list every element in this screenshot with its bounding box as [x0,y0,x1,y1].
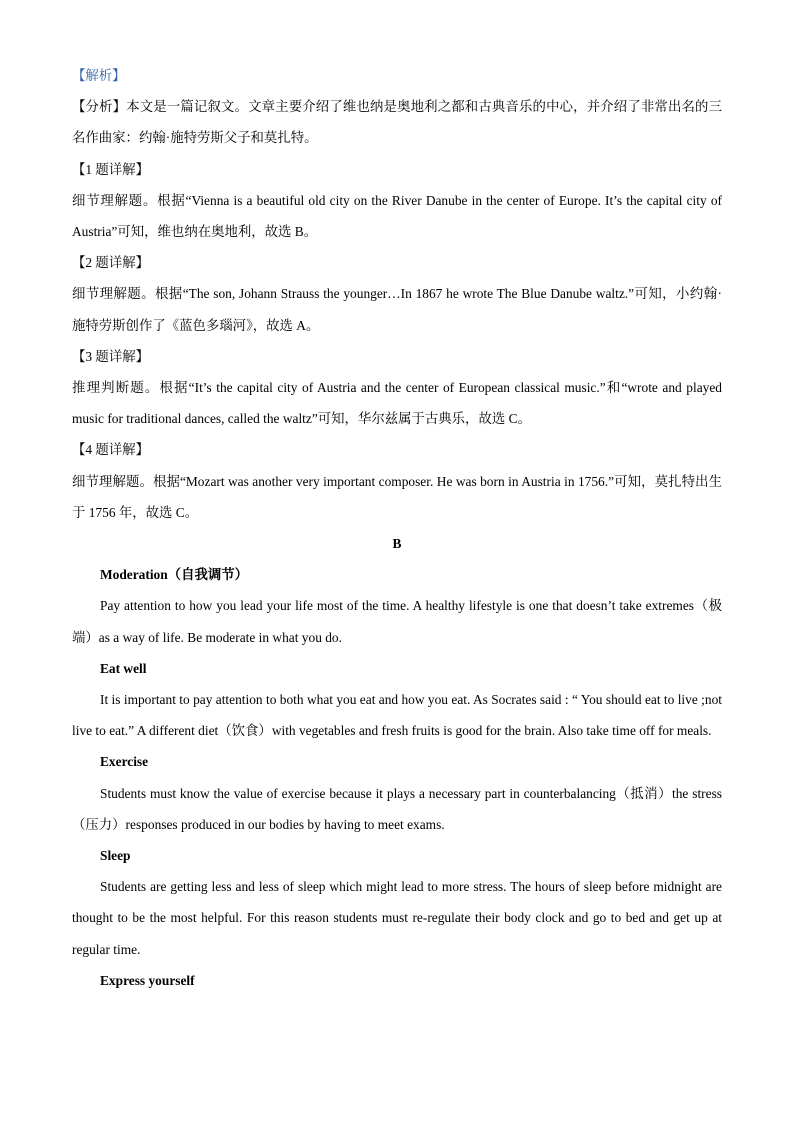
eat-well-heading: Eat well [100,660,147,676]
q4-explanation: 细节理解题。根据“Mozart was another very important composer. He was born in Austria in 1756.”可知，莫扎特出生于 1756 年，故选 C。 [72,473,722,520]
moderation-paragraph: Pay attention to how you lead your life most of the time. A healthy lifestyle is one that doesn’t take extremes（极端）as a way of life. Be moderate in what you do. [72,598,722,645]
analysis-summary: 【分析】本文是一篇记叙文。文章主要介绍了维也纳是奥地利之都和古典音乐的中心，并介绍了非常出名的三名作曲家：约翰·施特劳斯父子和莫扎特。 [72,99,722,146]
exercise-paragraph: Students must know the value of exercise because it plays a necessary part in counterbalancing（抵消）the stress（压力）responses produced in our bodies by having to meet exams. [72,785,722,832]
document-page [72,60,722,996]
passage-label: B [392,536,402,552]
sleep-paragraph: Students are getting less and less of sleep which might lead to more stress. The hours of sleep before midnight are thought to be the most helpful. For this reason students must re-regulate their body clock and go to bed and get up at regular time. [72,879,722,957]
moderation-heading: Moderation（自我调节） [100,567,249,583]
sleep-heading: Sleep [100,848,131,864]
q3-explanation: 推理判断题。根据“It’s the capital city of Austria and the center of European classical music.”和“wrote and played music for traditional dances, called the waltz”可知，华尔兹属于古典乐，故选 C。 [72,380,722,427]
exercise-heading: Exercise [100,754,149,770]
q2-heading: 【2 题详解】 [72,255,149,271]
express-yourself-heading: Express yourself [100,972,195,988]
q2-explanation: 细节理解题。根据“The son, Johann Strauss the younger…In 1867 he wrote The Blue Danube waltz.”可知，小约翰·施特劳斯创作了《蓝色多瑙河》，故选 A。 [72,286,722,333]
q4-heading: 【4 题详解】 [72,442,149,458]
q1-heading: 【1 题详解】 [72,161,149,177]
q3-heading: 【3 题详解】 [72,348,149,364]
eat-well-paragraph: It is important to pay attention to both what you eat and how you eat. As Socrates said : “ You should eat to live ;not live to eat.” A different diet（饮食）with vegetables and fresh fruits is good for the brain. Also take time off for meals. [72,692,722,739]
analysis-label: 【解析】 [72,68,126,83]
q1-explanation: 细节理解题。根据“Vienna is a beautiful old city on the River Danube in the center of Europe. It’s the capital city of Austria”可知，维也纳在奥地利，故选 B。 [72,192,722,240]
